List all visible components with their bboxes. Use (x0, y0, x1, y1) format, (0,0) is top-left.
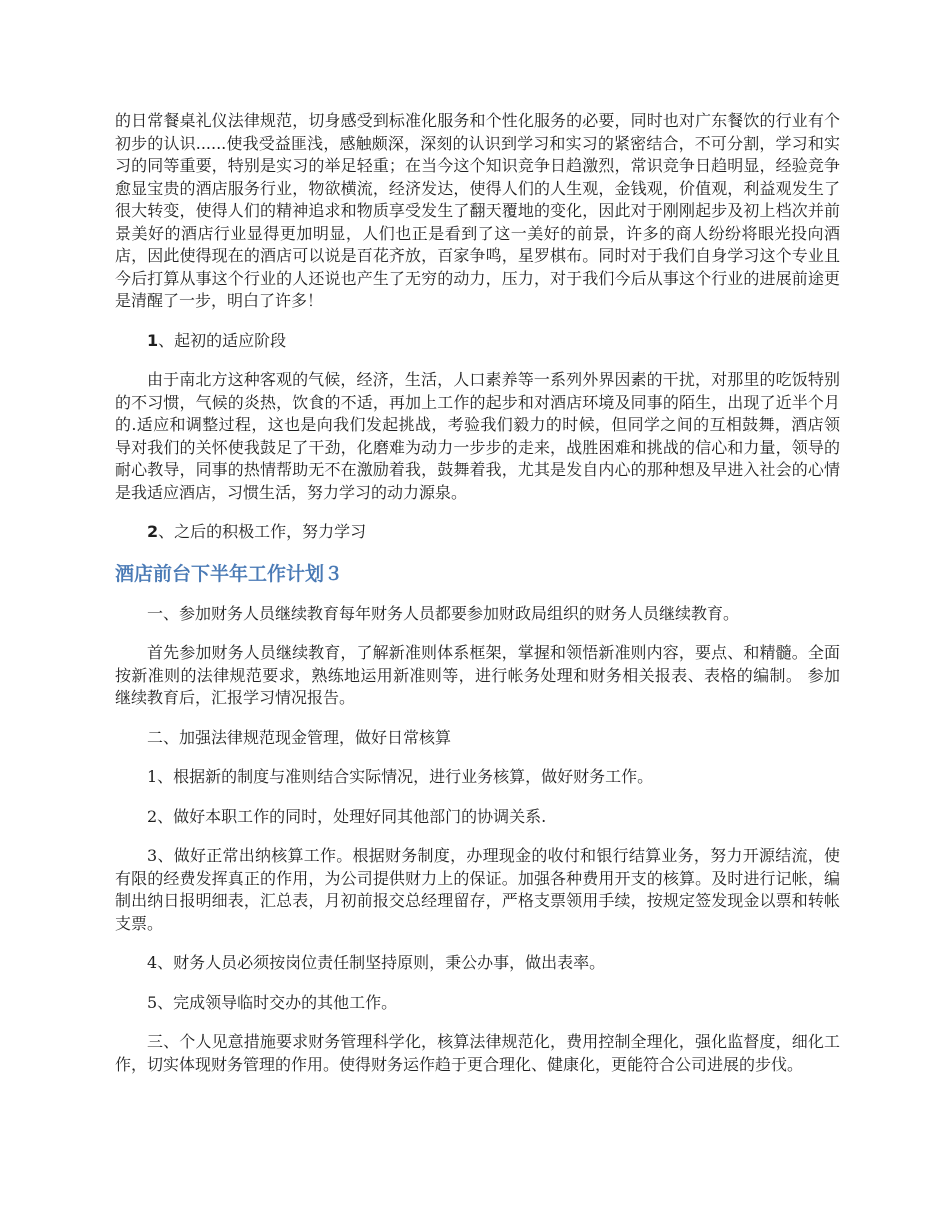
section-paragraph-7: 4、财务人员必须按岗位责任制坚持原则，秉公办事，做出表率。 (147, 953, 606, 972)
item-1-number: 1 (147, 330, 159, 350)
section-paragraph-8: 5、完成领导临时交办的其他工作。 (147, 992, 398, 1012)
section-paragraph-3: 二、加强法律规范现金管理，做好日常核算 (147, 727, 452, 747)
item-1-text: 、起初的适应阶段 (158, 330, 287, 350)
section-paragraph-1: 一、参加财务人员继续教育每年财务人员都要参加财政局组织的财务人员继续教育。 (147, 603, 740, 623)
section-paragraph-4: 1、根据新的制度与准则结合实际情况，进行业务核算，做好财务工作。 (147, 767, 654, 786)
item-2-number: 2 (147, 522, 159, 541)
item-1-paragraph: 由于南北方这种客观的气候，经济，生活，人口素养等一系列外界因素的干扰，对那里的吃饭特别的不习惯，气候的炎热，饮食的不适，再加上工作的起步和对酒店环境及同事的陌生，出现了近半个月的.适应和调整过程，这也是向我们发起挑战，考验我们毅力的时候，但同学之间的互相鼓舞，酒店领导对我们的关怀使我鼓足了干劲，化磨难为动力一步步的走来，战胜困难和挑战的信心和力量，领导的耐心教导，同事的热情帮助无不在激励着我，鼓舞着我，尤其是发自内心的那种想及早进入社会的心情是我适应酒店，习惯生活，努力学习的动力源泉。 (115, 370, 840, 502)
section-paragraph-2: 首先参加财务人员继续教育，了解新准则体系框架，掌握和领悟新准则内容，要点、和精髓。全面按新准则的法律规范要求，熟练地运用新准则等，进行帐务处理和财务相关报表、表格的编制。 参加继续教育后，汇报学习情况报告。 (115, 643, 840, 707)
section-heading: 酒店前台下半年工作计划３ (115, 562, 344, 585)
item-2-heading (115, 521, 840, 544)
section-paragraph-5: 2、做好本职工作的同时，处理好同其他部门的协调关系. (147, 806, 547, 826)
section-paragraph-6: 3、做好正常出纳核算工作。根据财务制度，办理现金的收付和银行结算业务，努力开源结流，使有限的经费发挥真正的作用，为公司提供财力上的保证。加强各种费用开支的核算。及时进行记帐，编制出纳日报明细表，汇总表，月初前报交总经理留存，严格支票领用手续，按规定签发现金以票和转帐支票。 (115, 846, 840, 933)
section-paragraph-9: 三、个人见意措施要求财务管理科学化，核算法律规范化，费用控制全理化，强化监督度，细化工作，切实体现财务管理的作用。使得财务运作趋于更合理化、健康化，更能符合公司进展的步伐。 (115, 1032, 840, 1074)
item-1-heading (115, 330, 840, 353)
item-2-text: 、之后的积极工作，努力学习 (158, 522, 367, 541)
intro-paragraph: 的日常餐桌礼仪法律规范，切身感受到标准化服务和个性化服务的必要，同时也对广东餐饮的行业有个初步的认识......使我受益匪浅，感触颇深，深刻的认识到学习和实习的紧密结合，不可分割，学习和实习的同等重要，特别是实习的举足轻重；在当今这个知识竞争日趋激烈，常识竞争日趋明显，经验竞争愈显宝贵的酒店服务行业，物欲横流，经济发达，使得人们的人生观，金钱观，价值观，利益观发生了很大转变，使得人们的精神追求和物质享受发生了翻天覆地的变化，因此对于刚刚起步及初上档次并前景美好的酒店行业显得更加明显，人们也正是看到了这一美好的前景，许多的商人纷纷将眼光投向酒店，因此使得现在的酒店可以说是百花齐放，百家争鸣，星罗棋布。同时对于我们自身学习这个专业且今后打算从事这个行业的人还说也产生了无穷的动力，压力，对于我们今后从事这个行业的进展前途更是清醒了一步，明白了许多！ (115, 111, 840, 310)
document-page (115, 110, 840, 1093)
